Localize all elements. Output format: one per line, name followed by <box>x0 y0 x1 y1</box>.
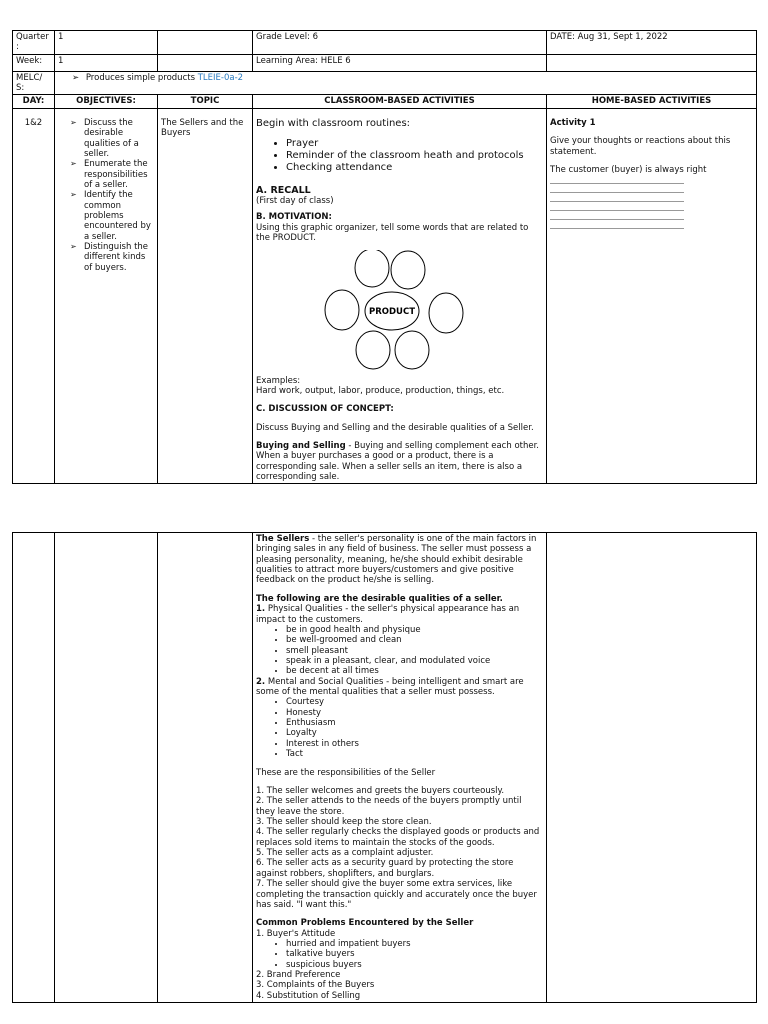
physical-item: • smell pleasant <box>286 646 543 656</box>
organizer-bubble <box>395 331 429 369</box>
classroom-cell <box>253 108 547 484</box>
buying-selling-paragraph <box>256 441 543 482</box>
organizer-bubble <box>355 250 389 287</box>
physical-list <box>256 625 543 677</box>
routine-item: • Reminder of the classroom heath and protocols <box>286 150 543 162</box>
routine-intro: Begin with classroom routines: <box>256 117 411 129</box>
physical-item: • be well-groomed and clean <box>286 635 543 645</box>
recall-title: A. RECALL <box>256 184 311 196</box>
discussion-title: C. DISCUSSION OF CONCEPT: <box>256 404 394 415</box>
activity-title: Activity 1 <box>550 117 596 128</box>
problem1-item: • hurried and impatient buyers <box>286 939 543 949</box>
header-home: HOME-BASED ACTIVITIES <box>547 95 757 108</box>
problems-title: Common Problems Encountered by the Seller <box>256 918 474 929</box>
organizer-svg <box>324 250 464 370</box>
grade-level: Grade Level: 6 <box>253 31 547 55</box>
responsibility-item: 5. The seller acts as a complaint adjuster. <box>256 848 434 859</box>
organizer-bubble <box>356 331 390 369</box>
motivation-title: B. MOTIVATION: <box>256 212 332 223</box>
discussion-text: Discuss Buying and Selling and the desirable qualities of a Seller. <box>256 422 534 433</box>
week-value: 1 <box>55 54 158 71</box>
header-objectives: OBJECTIVES: <box>55 95 158 108</box>
routine-list <box>256 138 543 175</box>
melc-code: TLEIE-0a-2 <box>197 72 244 83</box>
problem-item: 4. Substitution of Selling <box>256 990 361 1001</box>
lesson-table-1 <box>12 30 757 484</box>
organizer-bubble <box>325 290 359 330</box>
activity-instruction: Give your thoughts or reactions about this statement. <box>550 136 731 157</box>
mental-item: • Enthusiasm <box>286 718 543 728</box>
organizer-bubble <box>429 293 463 333</box>
quarter-label: Quarter : <box>13 31 55 55</box>
examples-text: Hard work, output, labor, produce, production, things, etc. <box>256 385 505 396</box>
date-cell: DATE: Aug 31, Sept 1, 2022 <box>547 31 757 55</box>
activity-statement: The customer (buyer) is always right <box>550 164 707 175</box>
buying-selling-title: Buying and Selling <box>256 441 346 451</box>
organizer-bubble <box>391 251 425 289</box>
responsibility-item: 4. The seller regularly checks the displayed goods or products and replaces sold items to maintain the stocks of the goods. <box>256 827 540 848</box>
lesson-table-2 <box>12 532 757 1003</box>
sellers-title: The Sellers <box>256 534 310 544</box>
mental-list <box>256 697 543 759</box>
learning-area: Learning Area: HELE 6 <box>253 54 547 71</box>
routine-item: • Checking attendance <box>286 162 543 174</box>
mental-item: • Tact <box>286 749 543 759</box>
organizer-center-label: PRODUCT <box>369 306 415 317</box>
objective-item: ➢ Enumerate the responsibilities of a seller. <box>70 159 148 190</box>
melc-text: Produces simple products <box>85 72 196 83</box>
problem-item: 1. Buyer's Attitude <box>256 928 336 939</box>
mental-item: • Interest in others <box>286 739 543 749</box>
mental-item: • Honesty <box>286 708 543 718</box>
qualities-title: The following are the desirable qualities of a seller. <box>256 593 503 604</box>
physical-item: • be in good health and physique <box>286 625 543 635</box>
header-topic: TOPIC <box>158 95 253 108</box>
problem1-item: • suspicious buyers <box>286 960 543 970</box>
objective-item: ➢ Distinguish the different kinds of buyers. <box>70 242 149 273</box>
header-classroom: CLASSROOM-BASED ACTIVITIES <box>253 95 547 108</box>
responsibility-item: 6. The seller acts as a security guard by protecting the store against robbers, shoplifters, and burglars. <box>256 858 514 879</box>
melc-label: MELC/ S: <box>13 71 55 95</box>
page-2 <box>12 532 756 1003</box>
physical-item: • be decent at all times <box>286 666 543 676</box>
responsibility-item: 3. The seller should keep the store clean. <box>256 816 432 827</box>
mental-item: • Courtesy <box>286 697 543 707</box>
responsibility-item: 1. The seller welcomes and greets the buyers courteously. <box>256 785 505 796</box>
buying-selling-text: - Buying and selling complement each other. When a buyer purchases a good or a product, there is a corresponding sale. When a seller sells an item, there is also a corresponding sale. <box>256 441 540 483</box>
problem-item: 2. Brand Preference <box>256 970 341 981</box>
objective-item: ➢ Discuss the desirable qualities of a seller. <box>70 117 139 159</box>
routine-item: • Prayer <box>286 138 543 150</box>
quarter-value: 1 <box>55 31 158 55</box>
responsibility-item: 7. The seller should give the buyer some extra services, like completing the transaction quickly and accurately once the buyer has said. "I want this." <box>256 879 537 910</box>
mental-item: • Loyalty <box>286 728 543 738</box>
examples-label: Examples: <box>256 375 301 386</box>
day-cell: 1&2 <box>13 108 55 484</box>
problem1-list <box>256 939 543 970</box>
classroom-cell-continued <box>253 533 547 1003</box>
responsibilities-intro: These are the responsibilities of the Seller <box>256 767 436 778</box>
answer-lines <box>550 175 753 229</box>
physical-item: • speak in a pleasant, clear, and modulated voice <box>286 656 543 666</box>
mental-paragraph: 2. Mental and Social Qualities - being intelligent and smart are some of the mental qualities that a seller must possess. <box>256 676 524 698</box>
home-cell <box>547 108 757 484</box>
motivation-text: Using this graphic organizer, tell some words that are related to the PRODUCT. <box>256 222 529 244</box>
sellers-text: - the seller's personality is one of the main factors in bringing sales in any field of business. The seller must possess a pleasing personality, meaning, he/she should exhibit desirable qualities to attract more buyers/customers and give positive feedback on the product he/she is selling. <box>256 534 537 586</box>
recall-note: (First day of class) <box>256 196 334 207</box>
problem1-item: • talkative buyers <box>286 949 543 959</box>
week-label: Week: <box>13 54 55 71</box>
page-1 <box>12 30 756 484</box>
sellers-paragraph <box>256 534 543 586</box>
melc-arrow: ➢ <box>72 72 80 83</box>
topic-cell: The Sellers and the Buyers <box>158 108 253 484</box>
responsibility-item: 2. The seller attends to the needs of the buyers promptly until they leave the store. <box>256 796 522 817</box>
problem-item: 3. Complaints of the Buyers <box>256 980 375 991</box>
objectives-cell <box>55 108 158 484</box>
header-day: DAY: <box>13 95 55 108</box>
graphic-organizer <box>324 250 464 370</box>
objective-item: ➢ Identify the common problems encountered by a seller. <box>70 190 151 242</box>
physical-paragraph: 1. Physical Qualities - the seller's physical appearance has an impact to the customers. <box>256 604 520 625</box>
